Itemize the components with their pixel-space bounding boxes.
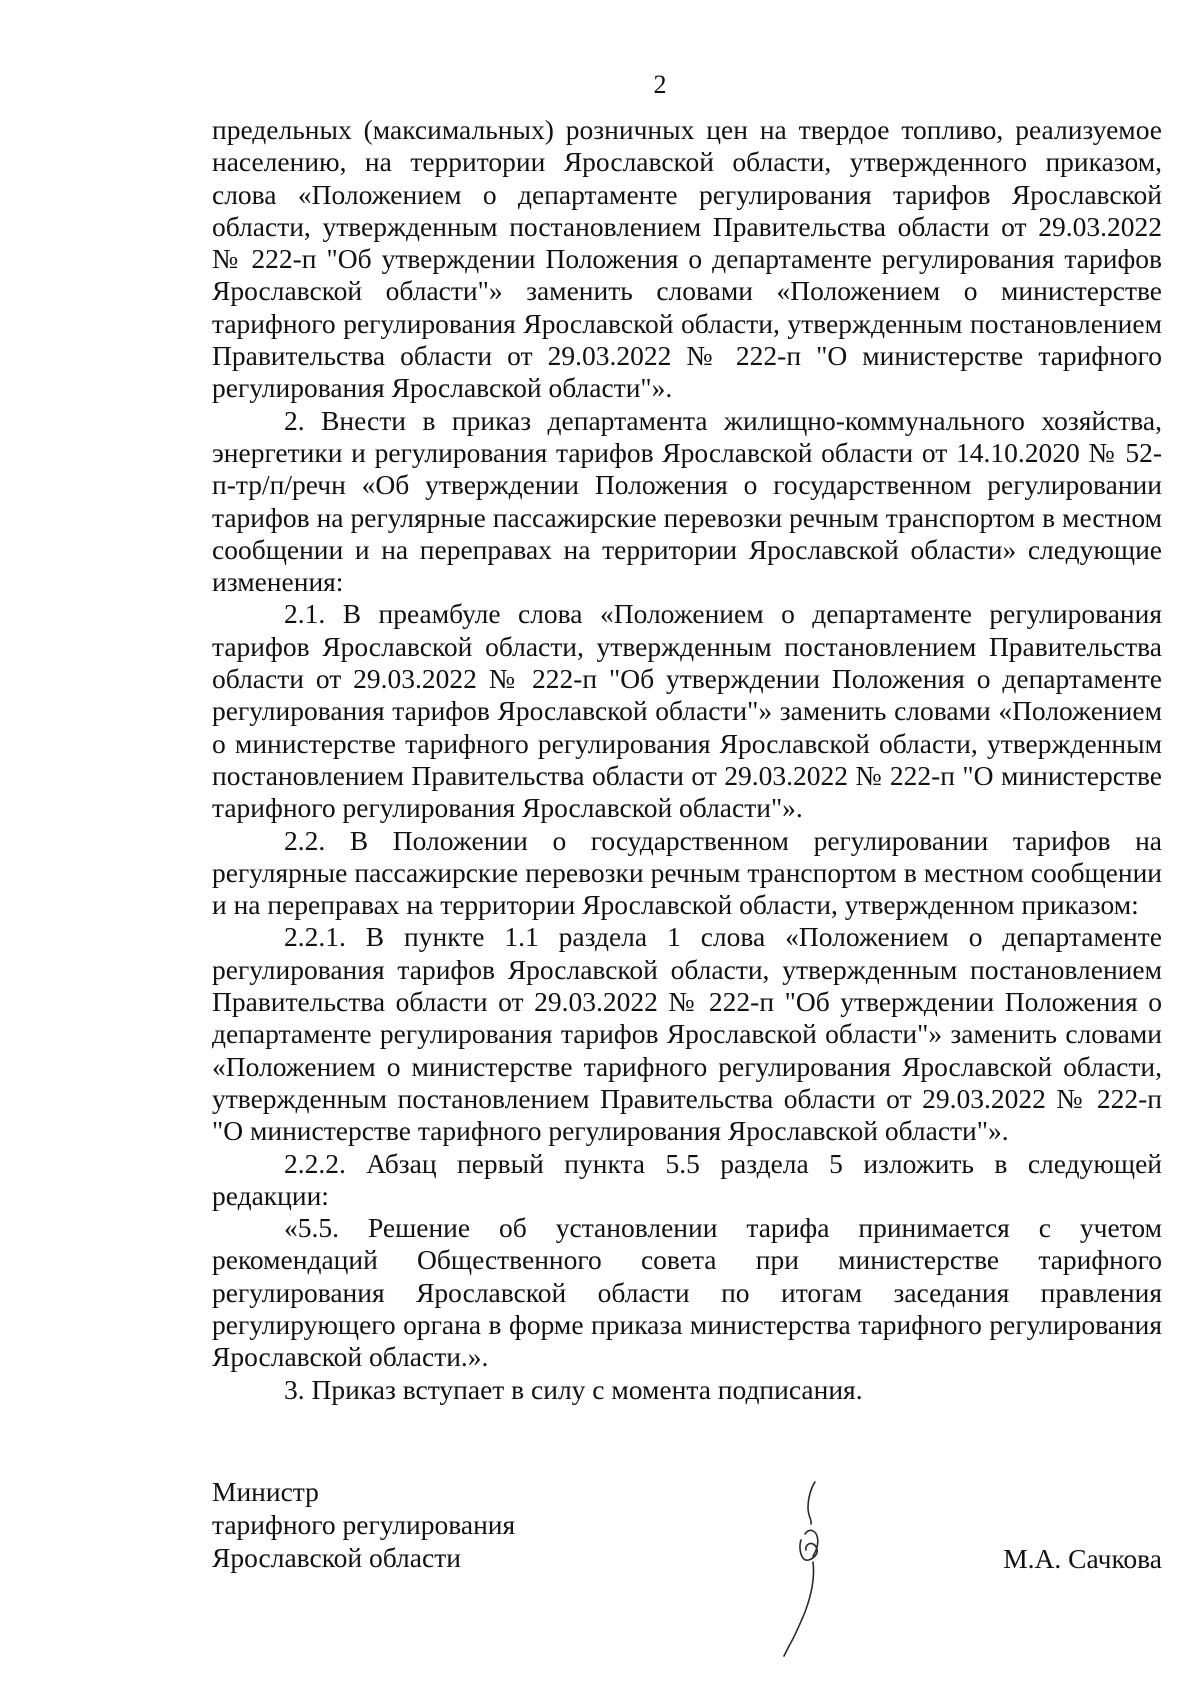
handwritten-signature bbox=[775, 1478, 865, 1658]
paragraph-item-2-1: 2.1. В преамбуле слова «Положением о департаменте регулирования тарифов Ярославской области, утвержденным постановлением Правительства области от 29.03.2022 № 222-п "Об утверждении Положения о департаменте регулирования тарифов Ярославской области"» заменить словами «Положением о министерстве тарифного регулирования Ярославской области, утвержденным постановлением Правительства области от 29.03.2022 № 222-п "О министерстве тарифного регулирования Ярославской области"». bbox=[212, 598, 1162, 824]
paragraph-continuation: предельных (максимальных) розничных цен на твердое топливо, реализуемое населению, на территории Ярославской области, утвержденного приказом, слова «Положением о департаменте регулирования тарифов Ярославской области, утвержденным постановлением Правительства области от 29.03.2022 № 222-п "Об утверждении Положения о департаменте регулирования тарифов Ярославской области"» заменить словами «Положением о министерстве тарифного регулирования Ярославской области, утвержденным постановлением Правительства области от 29.03.2022 № 222-п "О министерстве тарифного регулирования Ярославской области"». bbox=[212, 114, 1162, 404]
paragraph-item-2: 2. Внести в приказ департамента жилищно-коммунального хозяйства, энергетики и регулирования тарифов Ярославской области от 14.10.2020 № 52-п-тр/п/речн «Об утверждении Положения о государственном регулировании тарифов на регулярные пассажирские перевозки речным транспортом в местном сообщении и на переправах на территории Ярославской области» следующие изменения: bbox=[212, 404, 1162, 598]
page-number: 2 bbox=[653, 70, 667, 99]
signatory-position-line: Ярославской области bbox=[212, 1542, 461, 1573]
paragraph-item-2-2: 2.2. В Положении о государственном регулировании тарифов на регулярные пассажирские перевозки речным транспортом в местном сообщении и на переправах на территории Ярославской области, утвержденном приказом: bbox=[212, 824, 1162, 921]
paragraph-item-2-2-2: 2.2.2. Абзац первый пункта 5.5 раздела 5 изложить в следующей редакции: bbox=[212, 1147, 1162, 1211]
paragraph-item-3: 3. Приказ вступает в силу с момента подписания. bbox=[284, 1373, 863, 1405]
paragraph-quoted-5-5: «5.5. Решение об установлении тарифа принимается с учетом рекомендаций Общественного совета при министерстве тарифного регулирования Ярославской области по итогам заседания правления регулирующего органа в форме приказа министерства тарифного регулирования Ярославской области.». bbox=[212, 1212, 1162, 1373]
signatory-position bbox=[212, 1475, 515, 1574]
signatory-position-line: Министр bbox=[212, 1476, 319, 1507]
paragraph-item-2-2-1: 2.2.1. В пункте 1.1 раздела 1 слова «Положением о департаменте регулирования тарифов Ярославской области, утвержденным постановлением Правительства области от 29.03.2022 № 222-п "Об утверждении Положения о департаменте регулирования тарифов Ярославской области"» заменить словами «Положением о министерстве тарифного регулирования Ярославской области, утвержденным постановлением Правительства области от 29.03.2022 № 222-п "О министерстве тарифного регулирования Ярославской области"». bbox=[212, 921, 1162, 1147]
signatory-position-line: тарифного регулирования bbox=[212, 1509, 516, 1540]
signatory-name: М.А. Сачкова bbox=[1003, 1543, 1162, 1574]
document-body bbox=[212, 114, 1162, 1406]
